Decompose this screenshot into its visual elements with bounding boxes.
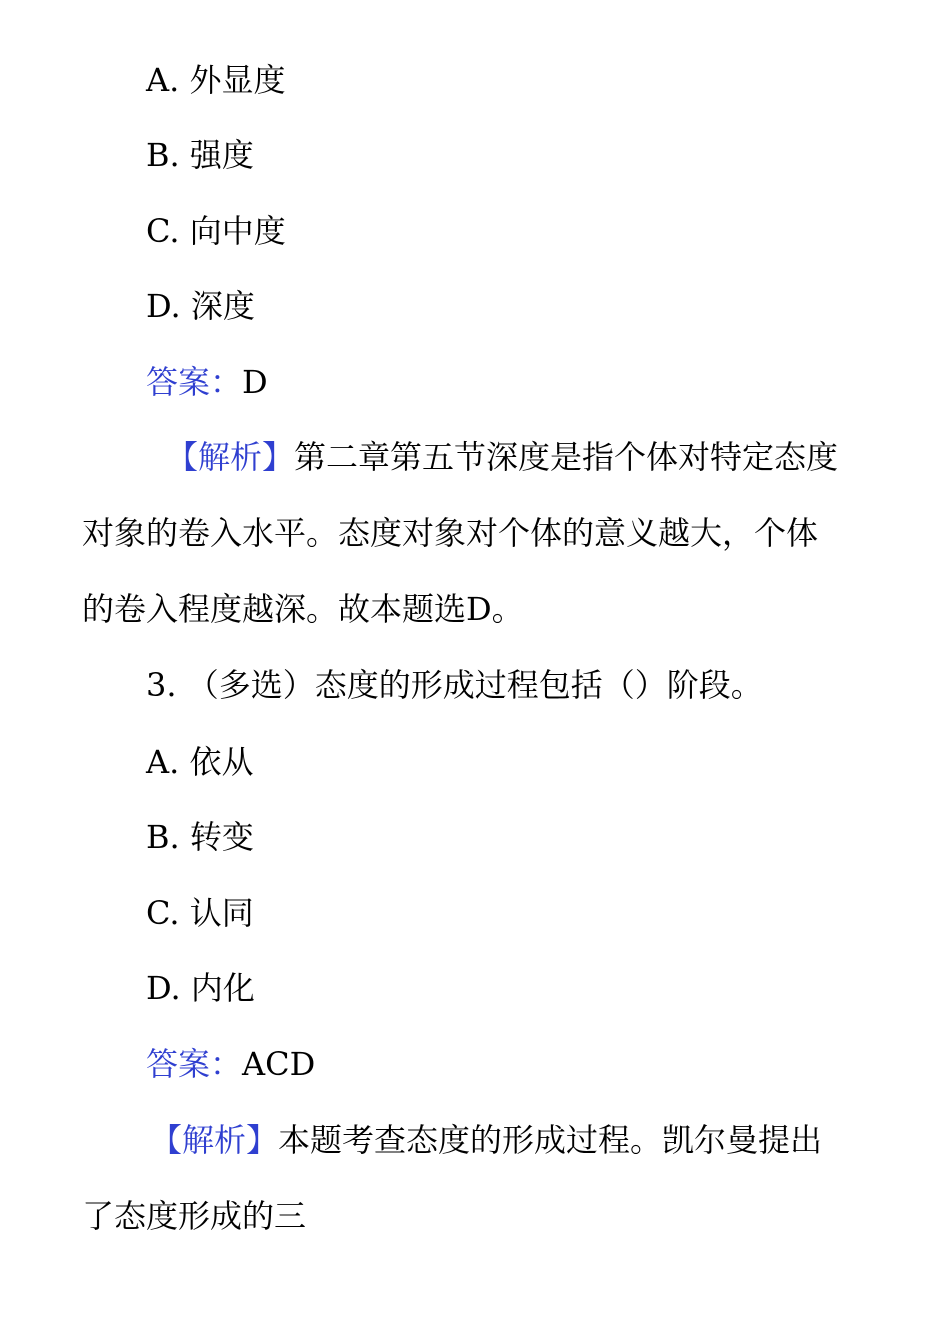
option-d: D. 内化 [146, 969, 255, 1007]
question-3: 3. （多选）态度的形成过程包括（）阶段。 [146, 666, 763, 704]
answer-label: 答案： [146, 363, 243, 401]
answer-value: D [242, 363, 268, 401]
analysis-text: 第二章第五节深度是指个体对特定态度 [294, 438, 839, 476]
answer-label: 答案： [146, 1045, 243, 1083]
analysis-tag: 【解析】 [166, 438, 295, 476]
answer-line [146, 1044, 315, 1084]
answer-value: ACD [242, 1045, 316, 1083]
option-c: C. 向中度 [146, 212, 286, 250]
analysis-line-2: 对象的卷入水平。态度对象对个体的意义越大，个体 [82, 514, 819, 552]
option-d: D. 深度 [146, 287, 255, 325]
answer-line [146, 362, 268, 402]
option-a: A. 外显度 [146, 61, 286, 99]
option-c: C. 认同 [146, 894, 254, 932]
analysis-line-1 [166, 437, 838, 477]
analysis-line-3: 的卷入程度越深。故本题选D。 [82, 590, 524, 628]
analysis-line-1 [150, 1120, 822, 1160]
analysis-text: 本题考查态度的形成过程。凯尔曼提出 [278, 1121, 823, 1159]
option-a: A. 依从 [146, 743, 254, 781]
analysis-line-2: 了态度形成的三 [82, 1197, 307, 1235]
option-b: B. 转变 [146, 818, 254, 856]
option-b: B. 强度 [146, 136, 254, 174]
analysis-tag: 【解析】 [150, 1121, 279, 1159]
